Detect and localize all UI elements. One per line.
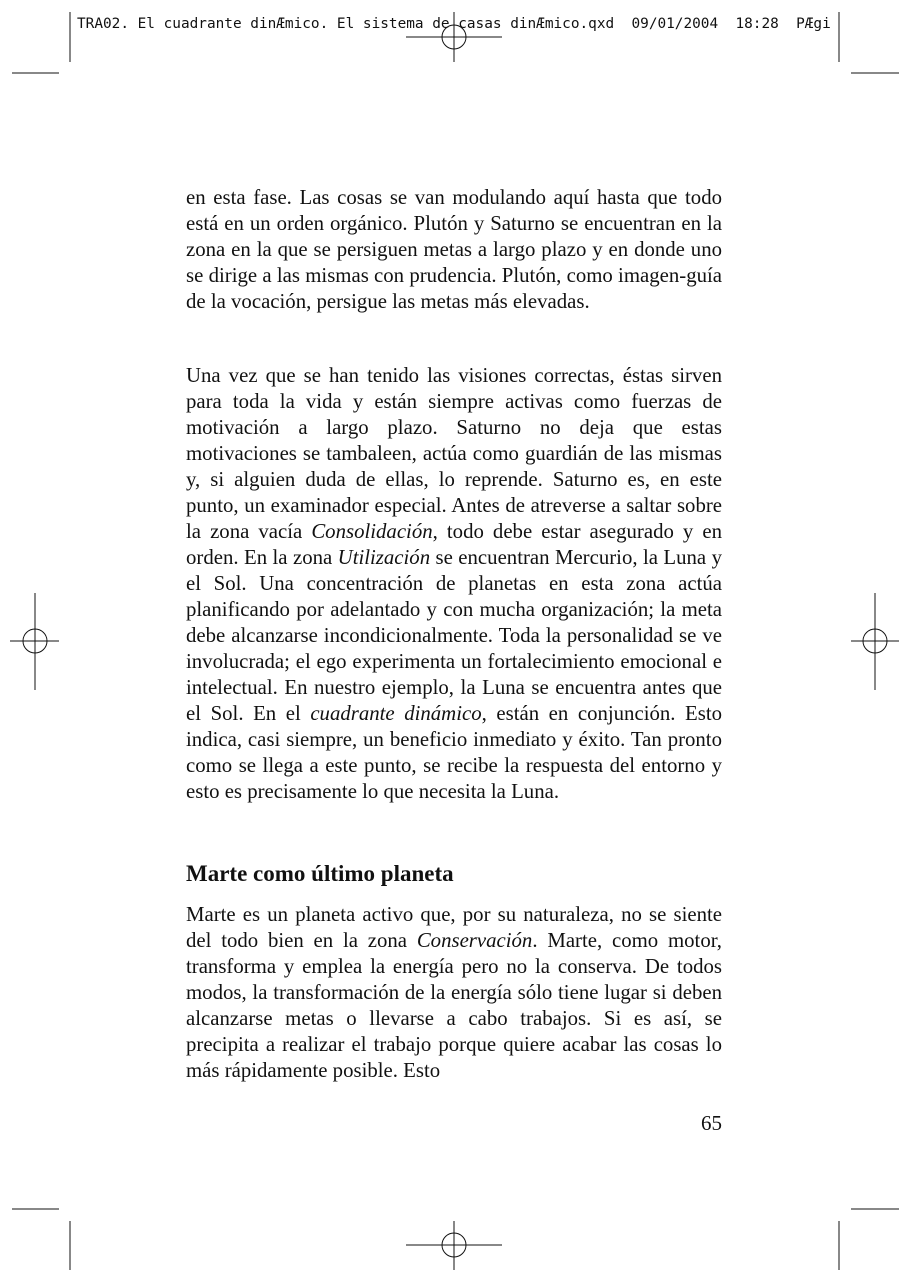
section-heading: Marte como último planeta: [186, 861, 454, 886]
registration-mark-top: [406, 12, 502, 62]
body-paragraph-3: [186, 902, 722, 1084]
paragraph-3-text-a: Marte es un planeta activo que, por su naturaleza, no se siente del todo bien en la zona: [186, 903, 722, 952]
paragraph-2-text-c: se encuentran Mercurio, la Luna y el Sol. Una concentración de planetas en esta zona actúa planificando por adelantado y con mucha organización; la meta debe alcanzarse incondicionalmente. Toda la personalidad se ve involucrada; el ego experimenta un fortalecimiento emocional e intelectual. En nuestro ejemplo, la Luna se encuentra antes que el Sol. En el: [186, 546, 722, 725]
page-number: 65: [701, 1111, 722, 1135]
body-paragraph-2: [186, 363, 722, 805]
paragraph-2-text-a: Una vez que se han tenido las visiones correctas, éstas sirven para toda la vida y están siempre activas como fuerzas de motivación a largo plazo. Saturno no deja que estas motivaciones se tambaleen, actúa como guardián de las mismas y, si alguien duda de ellas, lo reprende. Saturno es, en este punto, un examinador especial. Antes de atreverse a saltar sobre la zona vacía: [186, 364, 722, 543]
term-cuadrante-dinamico: cuadrante dinámico: [310, 702, 482, 725]
term-utilizacion: Utilización: [337, 546, 431, 569]
paragraph-2-text-d: , están en conjunción. Esto indica, casi siempre, un beneficio inmediato y éxito. Tan pronto como se llega a este punto, se recibe la respuesta del entorno y esto es precisamente lo que necesita la Luna.: [186, 702, 722, 803]
paragraph-1-text: en esta fase. Las cosas se van modulando aquí hasta que todo está en un orden orgánico. Plutón y Saturno se encuentran en la zona en la que se persiguen metas a largo plazo y en donde uno se dirige a las mismas con prudencia. Plutón, como imagen-guía de la vocación, persigue las metas más elevadas.: [186, 186, 722, 313]
term-consolidacion: Consolidación: [311, 520, 433, 543]
registration-mark-right: [851, 593, 899, 690]
registration-mark-left: [10, 593, 59, 690]
registration-mark-bottom: [406, 1221, 502, 1270]
term-conservacion: Conservación: [416, 929, 533, 952]
printer-slug-line: TRA02. El cuadrante dinÆmico. El sistema de casas dinÆmico.qxd 09/01/2004 18:28 PÆgi: [77, 16, 831, 32]
paragraph-3-text-b: . Marte, como motor, transforma y emplea la energía pero no la conserva. De todos modos, la transformación de la energía sólo tiene lugar si deben alcanzarse metas o llevarse a cabo trabajos. Si es así, se precipita a realizar el trabajo porque quiere acabar las cosas lo más rápidamente posible. Esto: [186, 929, 723, 1082]
paragraph-2-text-b: , todo debe estar asegurado y en orden. En la zona: [186, 520, 723, 569]
body-paragraph-1: [186, 185, 722, 315]
